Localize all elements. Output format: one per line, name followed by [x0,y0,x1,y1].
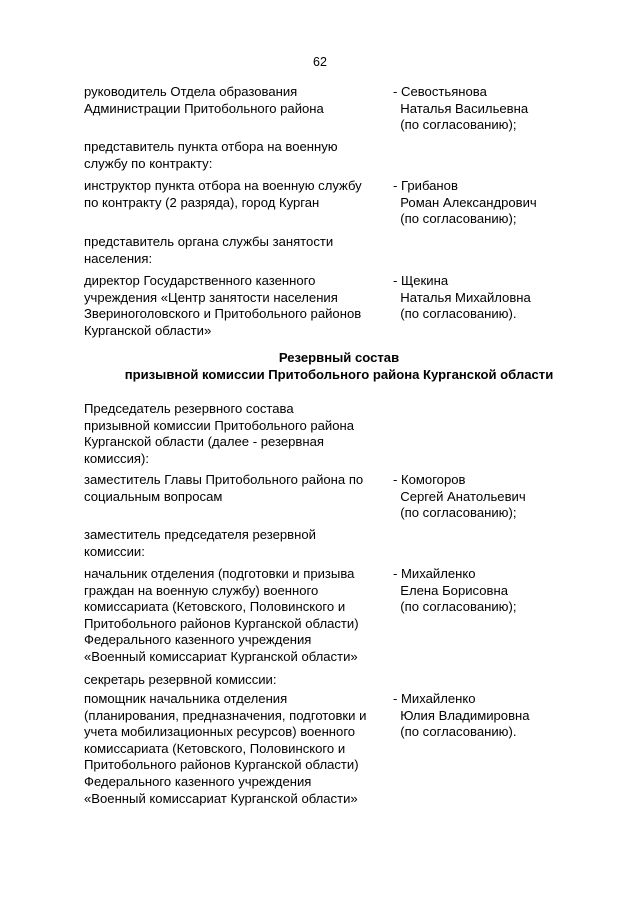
member-name: - Щекина Наталья Михайловна (по согласованию). [393,273,531,322]
member-name: - Михайленко Елена Борисовна (по согласованию); [393,566,517,615]
role-label: заместитель председателя резервной комиссии: [84,527,316,559]
page-number: 62 [313,55,327,69]
role-label: представитель органа службы занятости населения: [84,234,334,266]
role-label: секретарь резервной комиссии: [84,672,277,687]
member-name: - Севостьянова Наталья Васильевна (по согласованию); [393,84,529,133]
member-position: директор Государственного казенного учреждения «Центр занятости населения Звериноголовского и Притобольного районов Курганской области» [84,273,362,338]
member-name: - Михайленко Юлия Владимировна (по согласованию). [393,691,530,740]
member-position: заместитель Главы Притобольного района по социальным вопросам [84,472,364,504]
role-label: Председатель резервного состава призывной комиссии Притобольного района Курганской области (далее - резервная комиссия): [84,401,355,466]
member-position: помощник начальника отделения (планирования, предназначения, подготовки и учета мобилизационных ресурсов) военного комиссариата (Кетовского, Половинского и Притобольного районов Курганской области) Федерального казенного учреждения «Военный комиссариат Курганской области» [84,691,367,806]
section-heading: Резервный состав призывной комиссии Притобольного района Курганской области [124,350,554,382]
role-label: представитель пункта отбора на военную службу по контракту: [84,139,338,171]
member-name: - Грибанов Роман Александрович (по согласованию); [393,178,537,227]
member-position: инструктор пункта отбора на военную службу по контракту (2 разряда), город Курган [84,178,362,210]
member-position: начальник отделения (подготовки и призыва граждан на военную службу) военного комиссариата (Кетовского, Половинского и Притобольного районов Курганской области) Федерального казенного учреждения «Военный комиссариат Курганской области» [84,566,359,664]
member-position: руководитель Отдела образования Администрации Притобольного района [84,84,324,116]
member-name: - Комогоров Сергей Анатольевич (по согласованию); [393,472,526,521]
